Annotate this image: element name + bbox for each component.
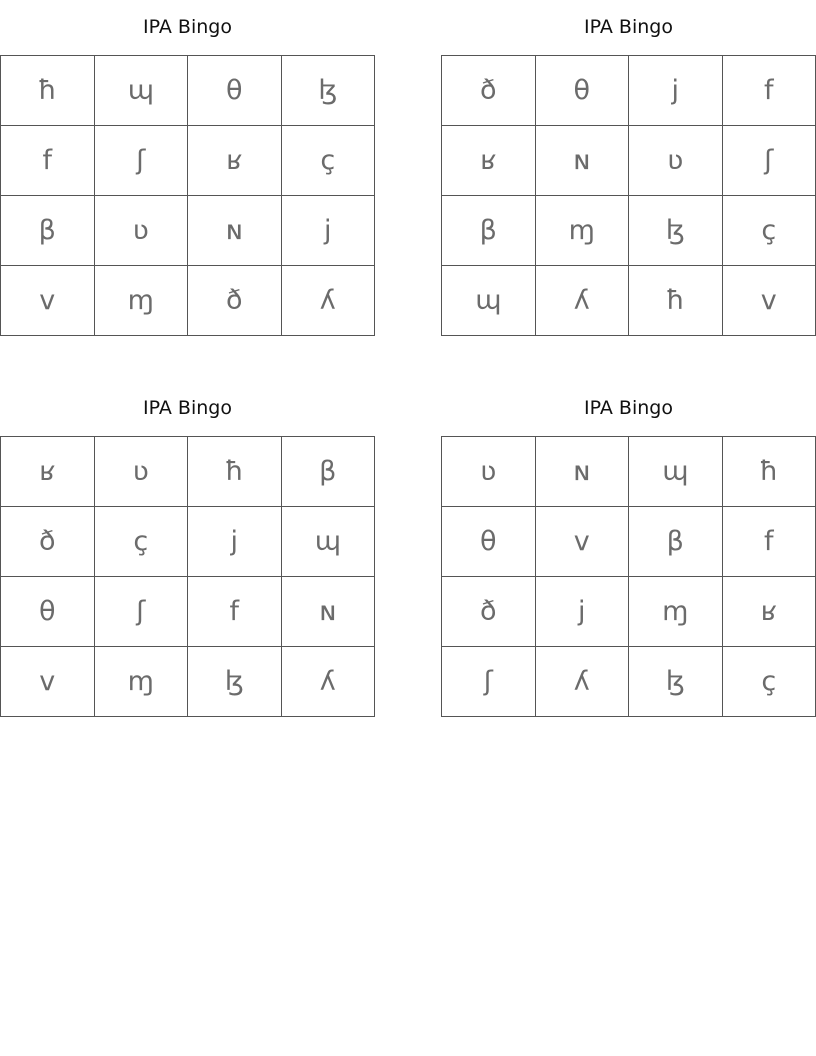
grid-cell: j xyxy=(281,196,375,266)
grid-cell: ɰ xyxy=(94,56,188,126)
grid-cell: ʃ xyxy=(94,126,188,196)
grid-row xyxy=(442,647,816,717)
grid-cell: ɮ xyxy=(281,56,375,126)
grid-cell: f xyxy=(722,507,816,577)
grid-cell: ʁ xyxy=(442,126,536,196)
grid-cell: θ xyxy=(442,507,536,577)
bingo-grid xyxy=(441,55,816,336)
grid-cell: ʋ xyxy=(94,196,188,266)
grid-cell: ɴ xyxy=(188,196,282,266)
grid-cell: ɮ xyxy=(629,196,723,266)
grid-cell: β xyxy=(281,437,375,507)
grid-cell: ç xyxy=(281,126,375,196)
grid-row xyxy=(1,647,375,717)
grid-cell: ʎ xyxy=(281,647,375,717)
grid-cell: θ xyxy=(535,56,629,126)
grid-row xyxy=(442,126,816,196)
bingo-grid xyxy=(441,436,816,717)
grid-cell: ʎ xyxy=(281,266,375,336)
grid-cell: θ xyxy=(1,577,95,647)
card-title: IPA Bingo xyxy=(584,397,673,419)
grid-cell: ç xyxy=(722,647,816,717)
grid-cell: f xyxy=(722,56,816,126)
grid-cell: ħ xyxy=(1,56,95,126)
grid-cell: ɴ xyxy=(535,126,629,196)
grid-cell: ð xyxy=(188,266,282,336)
grid-cell: ʃ xyxy=(442,647,536,717)
grid-cell: ɰ xyxy=(281,507,375,577)
grid-row xyxy=(1,126,375,196)
grid-row xyxy=(1,577,375,647)
grid-cell: ɱ xyxy=(94,266,188,336)
grid-cell: j xyxy=(629,56,723,126)
grid-row xyxy=(442,266,816,336)
grid-cell: ʋ xyxy=(442,437,536,507)
grid-row xyxy=(1,196,375,266)
grid-cell: ç xyxy=(722,196,816,266)
grid-cell: β xyxy=(629,507,723,577)
grid-cell: ʁ xyxy=(1,437,95,507)
grid-cell: f xyxy=(188,577,282,647)
card-title: IPA Bingo xyxy=(143,397,232,419)
grid-row xyxy=(1,56,375,126)
grid-cell: ɴ xyxy=(281,577,375,647)
grid-row xyxy=(442,507,816,577)
bingo-grid xyxy=(0,55,375,336)
grid-row xyxy=(1,507,375,577)
grid-row xyxy=(442,577,816,647)
grid-cell: ɴ xyxy=(535,437,629,507)
grid-cell: ʁ xyxy=(188,126,282,196)
grid-cell: ɱ xyxy=(535,196,629,266)
grid-cell: ʁ xyxy=(722,577,816,647)
grid-cell: ɱ xyxy=(94,647,188,717)
grid-cell: ɮ xyxy=(629,647,723,717)
grid-cell: ɰ xyxy=(442,266,536,336)
grid-cell: ħ xyxy=(629,266,723,336)
grid-cell: ħ xyxy=(188,437,282,507)
grid-cell: v xyxy=(722,266,816,336)
grid-row xyxy=(442,56,816,126)
grid-row xyxy=(442,437,816,507)
grid-cell: ħ xyxy=(722,437,816,507)
grid-cell: ɱ xyxy=(629,577,723,647)
grid-row xyxy=(1,437,375,507)
grid-cell: ʃ xyxy=(94,577,188,647)
grid-cell: ð xyxy=(442,56,536,126)
grid-cell: β xyxy=(1,196,95,266)
grid-cell: ɮ xyxy=(188,647,282,717)
grid-cell: f xyxy=(1,126,95,196)
grid-cell: j xyxy=(188,507,282,577)
grid-row xyxy=(1,266,375,336)
grid-cell: ʋ xyxy=(94,437,188,507)
grid-cell: v xyxy=(1,647,95,717)
card-title: IPA Bingo xyxy=(584,16,673,38)
grid-cell: β xyxy=(442,196,536,266)
grid-cell: ð xyxy=(1,507,95,577)
grid-cell: ʋ xyxy=(629,126,723,196)
grid-cell: ð xyxy=(442,577,536,647)
grid-cell: j xyxy=(535,577,629,647)
card-title: IPA Bingo xyxy=(143,16,232,38)
grid-row xyxy=(442,196,816,266)
grid-cell: ɰ xyxy=(629,437,723,507)
grid-cell: ʎ xyxy=(535,647,629,717)
grid-cell: ʎ xyxy=(535,266,629,336)
grid-cell: v xyxy=(535,507,629,577)
grid-cell: ʃ xyxy=(722,126,816,196)
grid-cell: θ xyxy=(188,56,282,126)
grid-cell: ç xyxy=(94,507,188,577)
bingo-grid xyxy=(0,436,375,717)
grid-cell: v xyxy=(1,266,95,336)
